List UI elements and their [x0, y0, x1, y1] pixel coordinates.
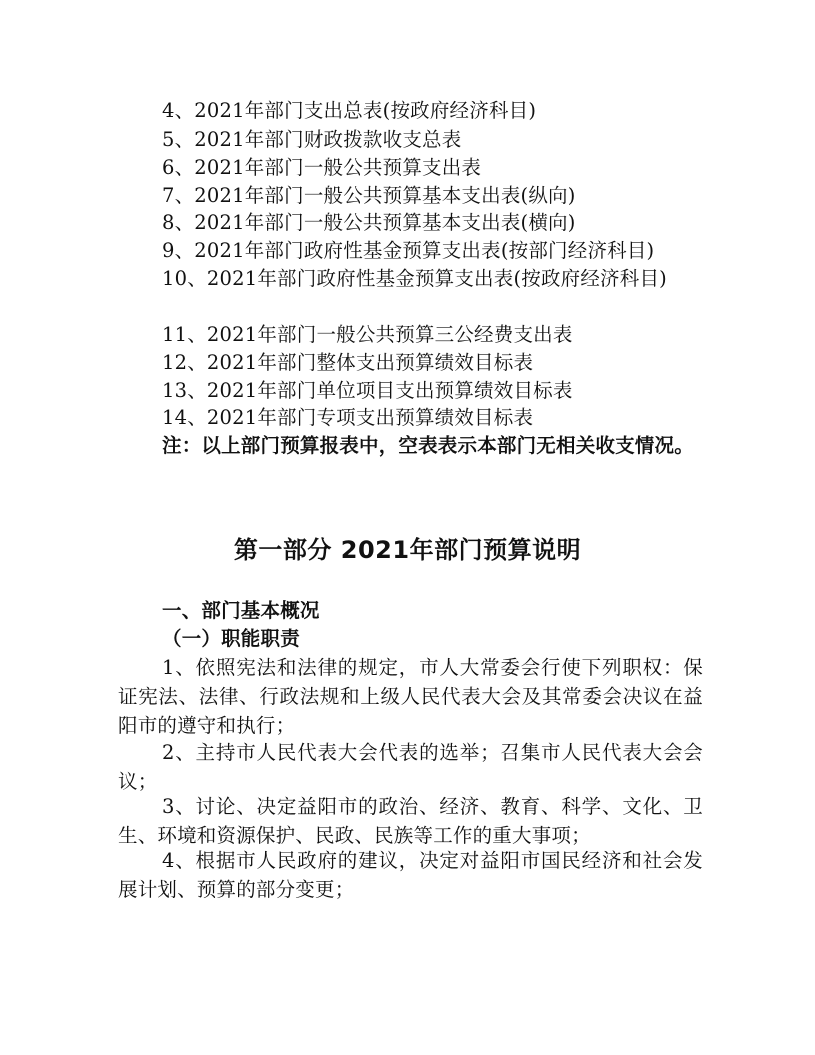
list-item: 8、2021年部门一般公共预算基本支出表(横向)	[162, 211, 576, 234]
list-item: 6、2021年部门一般公共预算支出表	[162, 156, 482, 179]
list-item: 9、2021年部门政府性基金预算支出表(按部门经济科目)	[162, 239, 655, 262]
part-title: 第一部分 2021年部门预算说明	[233, 536, 582, 564]
section-heading: 一、部门基本概况	[162, 599, 320, 622]
budget-note: 注：以上部门预算报表中，空表表示本部门无相关收支情况。	[162, 434, 694, 457]
duty-paragraph: 2、主持市人民代表大会代表的选举；召集市人民代表大会会议；	[118, 741, 703, 793]
list-item: 4、2021年部门支出总表(按政府经济科目)	[162, 99, 537, 122]
list-item: 7、2021年部门一般公共预算基本支出表(纵向)	[162, 184, 576, 207]
list-item: 13、2021年部门单位项目支出预算绩效目标表	[162, 379, 573, 402]
list-item: 14、2021年部门专项支出预算绩效目标表	[162, 406, 534, 429]
duty-paragraph: 1、依照宪法和法律的规定，市人大常委会行使下列职权：保证宪法、法律、行政法规和上级人民代表大会及其常委会决议在益阳市的遵守和执行；	[118, 656, 703, 737]
subsection-heading: （一）职能职责	[162, 627, 300, 650]
list-item: 10、2021年部门政府性基金预算支出表(按政府经济科目)	[162, 267, 667, 290]
duty-paragraph: 4、根据市人民政府的建议，决定对益阳市国民经济和社会发展计划、预算的部分变更；	[118, 849, 703, 901]
list-item: 12、2021年部门整体支出预算绩效目标表	[162, 351, 534, 374]
list-item: 11、2021年部门一般公共预算三公经费支出表	[162, 323, 573, 346]
duty-paragraph: 3、讨论、决定益阳市的政治、经济、教育、科学、文化、卫生、环境和资源保护、民政、民族等工作的重大事项；	[118, 795, 703, 847]
list-item: 5、2021年部门财政拨款收支总表	[162, 128, 462, 151]
